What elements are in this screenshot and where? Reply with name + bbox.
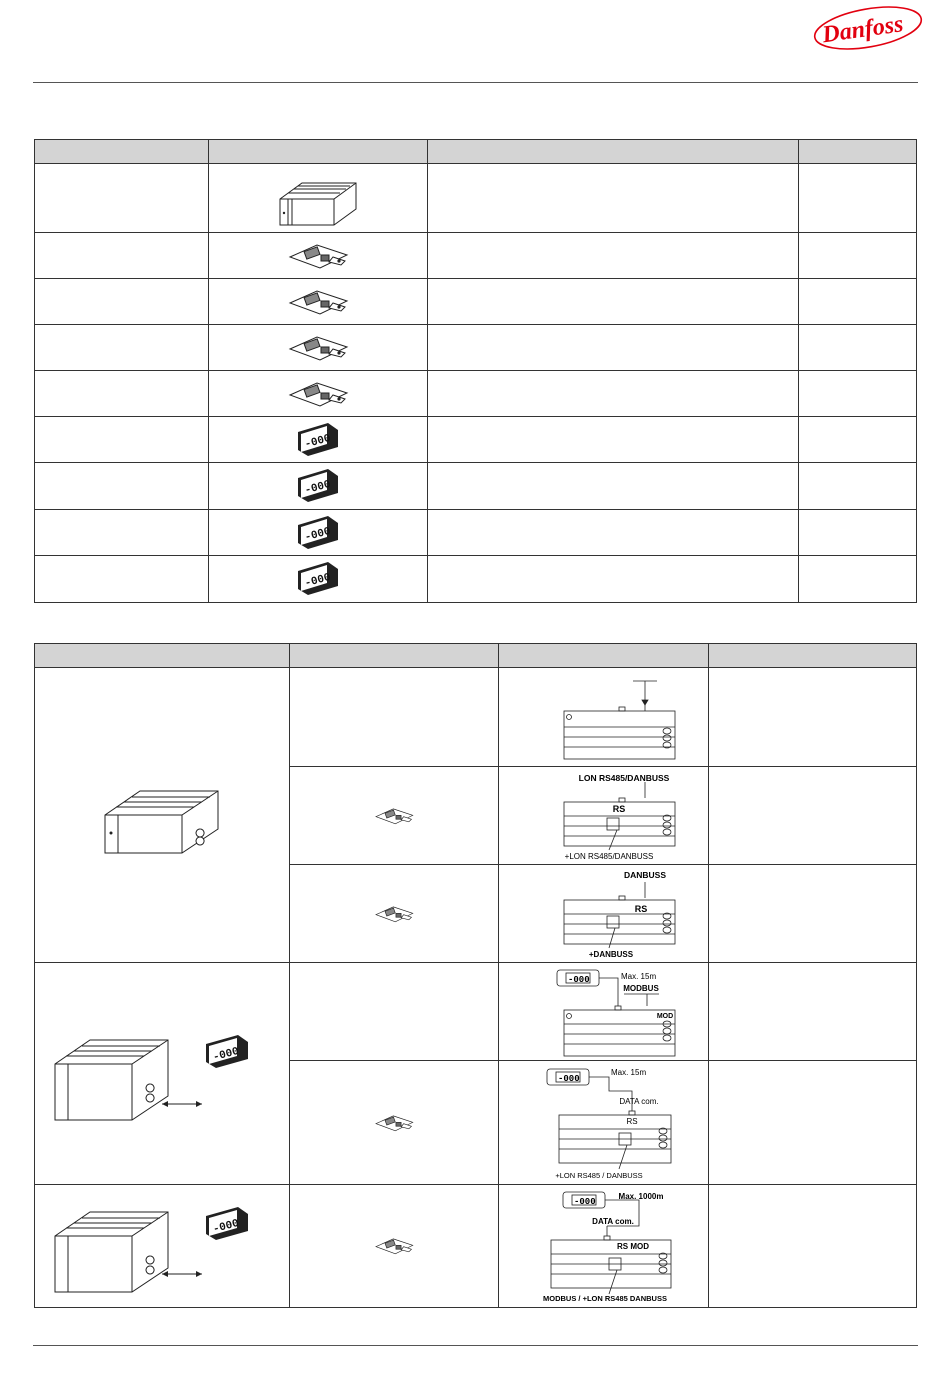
diagram-top-label: DANBUSS — [623, 869, 666, 880]
wiring-diagram — [529, 770, 679, 862]
svg-text:-000: -000 — [303, 571, 333, 591]
module-illustration — [287, 287, 349, 317]
table-row — [35, 417, 917, 463]
table-row — [35, 279, 917, 325]
product-image-cell — [209, 510, 428, 556]
header-rule — [33, 82, 918, 83]
controller-illustration — [102, 775, 222, 855]
table-cell — [799, 164, 917, 233]
table-cell — [799, 233, 917, 279]
product-image-cell — [290, 1061, 499, 1185]
table-cell — [35, 417, 209, 463]
module-illustration — [374, 1235, 414, 1257]
table-cell — [709, 1185, 917, 1308]
table-cell — [35, 463, 209, 510]
table-cell — [799, 325, 917, 371]
table-cell — [428, 164, 799, 233]
display-illustration — [294, 420, 342, 460]
table-cell — [428, 463, 799, 510]
diagram-top-right-label: DATA com. — [591, 1217, 634, 1226]
header-cell — [799, 140, 917, 164]
table-cell — [35, 325, 209, 371]
diagram-main-label: RS — [612, 803, 625, 814]
table-cell — [428, 417, 799, 463]
display-illustration — [294, 513, 342, 553]
wiring-diagram-cell — [499, 865, 709, 963]
table-cell — [35, 371, 209, 417]
svg-text:-000: -000 — [303, 478, 333, 498]
table-cell — [799, 463, 917, 510]
diagram-top-label: Max. 15m — [620, 971, 656, 981]
table-cell — [428, 233, 799, 279]
table-cell — [35, 510, 209, 556]
svg-text:-000: -000 — [557, 1073, 580, 1084]
table-row — [35, 371, 917, 417]
svg-text:-000: -000 — [567, 974, 590, 985]
table-row — [35, 963, 917, 1061]
svg-text:-000: -000 — [211, 1217, 241, 1237]
table-row — [35, 668, 917, 767]
table-row — [35, 556, 917, 603]
diagram-top-label: Max. 1000m — [618, 1192, 663, 1201]
configuration-image-cell — [35, 1185, 290, 1308]
product-image-cell — [290, 865, 499, 963]
wiring-diagram-cell — [499, 668, 709, 767]
product-image-cell — [209, 279, 428, 325]
wiring-diagram-cell — [499, 963, 709, 1061]
table-row — [35, 233, 917, 279]
diagram-bottom-label: +LON RS485/DANBUSS — [564, 851, 653, 861]
module-illustration — [287, 379, 349, 409]
configuration-image-cell — [35, 668, 290, 963]
table-row — [35, 510, 917, 556]
table-cell — [428, 510, 799, 556]
product-image-cell — [209, 417, 428, 463]
table-row — [35, 164, 917, 233]
product-image-cell — [290, 767, 499, 865]
wiring-diagram — [529, 1188, 679, 1304]
header-cell — [35, 140, 209, 164]
component-table — [34, 139, 917, 603]
table-cell — [709, 1061, 917, 1185]
product-image-cell — [209, 164, 428, 233]
diagram-top-label: Max. 15m — [610, 1067, 646, 1077]
module-illustration — [374, 805, 414, 827]
diagram-main-label: RS — [634, 903, 647, 914]
module-illustration — [374, 1112, 414, 1134]
svg-text:Danfoss: Danfoss — [820, 11, 905, 49]
diagram-main-label: MOD — [656, 1012, 673, 1020]
header-cell — [428, 140, 799, 164]
svg-text:-000: -000 — [211, 1045, 241, 1064]
diagram-top-right-label: DATA com. — [618, 1096, 659, 1106]
diagram-bottom-label: +LON RS485 / DANBUSS — [554, 1170, 643, 1180]
table-cell — [428, 279, 799, 325]
controller-illustration — [278, 169, 358, 227]
wiring-diagram — [529, 1065, 679, 1181]
danfoss-logo — [812, 6, 924, 50]
table-row — [35, 463, 917, 510]
diagram-top-right-label: MODBUS — [622, 983, 659, 993]
diagram-main-label: RS — [625, 1116, 638, 1126]
product-image-cell — [290, 1185, 499, 1308]
table-cell — [290, 668, 499, 767]
module-illustration — [374, 903, 414, 925]
table-cell — [35, 279, 209, 325]
table-row — [35, 325, 917, 371]
configuration-image-cell — [35, 963, 290, 1185]
wiring-diagram — [529, 966, 679, 1058]
diagram-bottom-label: MODBUS / +LON RS485 DANBUSS — [542, 1294, 667, 1303]
table-cell — [799, 279, 917, 325]
product-image-cell — [209, 556, 428, 603]
table-cell — [428, 325, 799, 371]
diagram-bottom-label: +DANBUSS — [588, 949, 633, 959]
product-image-cell — [209, 371, 428, 417]
wiring-diagram — [529, 868, 679, 960]
svg-text:-000: -000 — [303, 432, 333, 451]
table-cell — [290, 963, 499, 1061]
table-cell — [799, 417, 917, 463]
footer-rule — [33, 1345, 918, 1346]
table-cell — [709, 668, 917, 767]
table-cell — [428, 556, 799, 603]
module-illustration — [287, 333, 349, 363]
table-row — [35, 1185, 917, 1308]
header-cell — [35, 644, 290, 668]
header-cell — [209, 140, 428, 164]
svg-text:-000: -000 — [303, 525, 333, 544]
product-image-cell — [209, 463, 428, 510]
table-cell — [35, 556, 209, 603]
table-cell — [799, 510, 917, 556]
table-cell — [709, 963, 917, 1061]
table-cell — [35, 233, 209, 279]
diagram-top-label: LON RS485/DANBUSS — [578, 772, 669, 783]
connection-table-header — [35, 644, 917, 668]
table-cell — [709, 865, 917, 963]
controller-with-display-illustration — [52, 1024, 272, 1124]
header-cell — [499, 644, 709, 668]
controller-with-display-illustration — [52, 1196, 272, 1296]
display-illustration — [294, 466, 342, 506]
diagram-main-label: RS MOD — [616, 1242, 649, 1251]
product-image-cell — [209, 325, 428, 371]
component-table-header — [35, 140, 917, 164]
svg-text:-000: -000 — [573, 1197, 596, 1207]
table-cell — [799, 556, 917, 603]
header-cell — [290, 644, 499, 668]
header-cell — [709, 644, 917, 668]
product-image-cell — [209, 233, 428, 279]
module-illustration — [287, 241, 349, 271]
table-cell — [709, 767, 917, 865]
display-illustration — [294, 559, 342, 599]
table-cell — [428, 371, 799, 417]
connection-table — [34, 643, 917, 1308]
table-cell — [35, 164, 209, 233]
table-cell — [799, 371, 917, 417]
wiring-diagram-cell — [499, 767, 709, 865]
wiring-diagram-cell — [499, 1061, 709, 1185]
wiring-diagram — [529, 671, 679, 763]
wiring-diagram-cell — [499, 1185, 709, 1308]
